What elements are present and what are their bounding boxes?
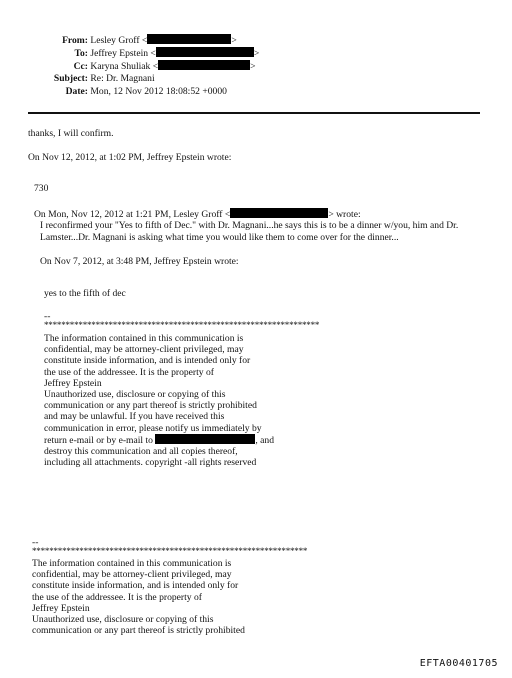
header-divider [28,112,480,114]
subject-value: Re: Dr. Magnani [90,73,155,84]
redaction-bar [155,434,255,444]
confidentiality-notice: The information contained in this communication is confidential, may be attorney-client privileged, may constitute inside information, and is intended only for the use of the addressee. It is the property of Jeffrey Epstein Unauthorized use, disclosure or copying of this communication or any part thereof is strictly prohibited [32,558,245,637]
stars-divider: **************************************************************** [44,320,320,330]
stars-divider: **************************************************************** [32,546,308,556]
subject-label: Subject: [53,73,88,84]
quote-line: I reconfirmed your "Yes to fifth of Dec." with Dr. Magnani...he says this is to be a dinner w/you, him and Dr. [40,220,459,231]
redaction-bar [158,60,250,70]
redaction-bar [147,34,231,44]
cc-value: Karyna Shuliak < [90,61,159,72]
to-value: Jeffrey Epstein < [90,48,156,59]
redaction-bar [230,208,328,218]
signature-dash: -- [44,311,51,322]
from-label: From: [62,35,88,46]
signature-dash: -- [32,537,39,548]
header-subject [40,73,155,84]
quote-header: On Mon, Nov 12, 2012 at 1:21 PM, Lesley Groff < > wrote: [34,209,361,220]
confidentiality-notice: The information contained in this communication is confidential, may be attorney-client privileged, may constitute inside information, and is intended only for the use of the addressee. It is the property of Jeffrey Epstein Unauthorized use, disclosure or copying of this communication or any part thereof is strictly prohibited and may be unlawful. If you have received this communication in error, please notify us immediately by return e-mail or by e-mail to , and destroy this communication and all copies thereof, including all attachments. copyright -all rights reserved [44,333,275,469]
date-value: Mon, 12 Nov 2012 18:08:52 +0000 [90,86,227,97]
document-id: EFTA00401705 [419,658,498,669]
quote-body: yes to the fifth of dec [44,288,126,299]
header-from: From: Lesley Groff < > [40,34,237,46]
date-label: Date: [65,86,88,97]
from-value: Lesley Groff < [90,35,148,46]
header-cc: Cc: Karyna Shuliak < > [40,60,256,72]
quote-line: Lamster...Dr. Magnani is asking what time you would like them to come over for the dinner... [40,232,399,243]
cc-label: Cc: [73,61,88,72]
quote-header: On Nov 7, 2012, at 3:48 PM, Jeffrey Epstein wrote: [40,256,239,267]
header-date [40,86,227,97]
to-label: To: [74,48,88,59]
header-to: To: Jeffrey Epstein < > [40,47,259,59]
redaction-bar [156,47,254,57]
body-line: thanks, I will confirm. [28,128,114,139]
body-line: 730 [34,183,49,194]
body-line: On Nov 12, 2012, at 1:02 PM, Jeffrey Epstein wrote: [28,152,232,163]
